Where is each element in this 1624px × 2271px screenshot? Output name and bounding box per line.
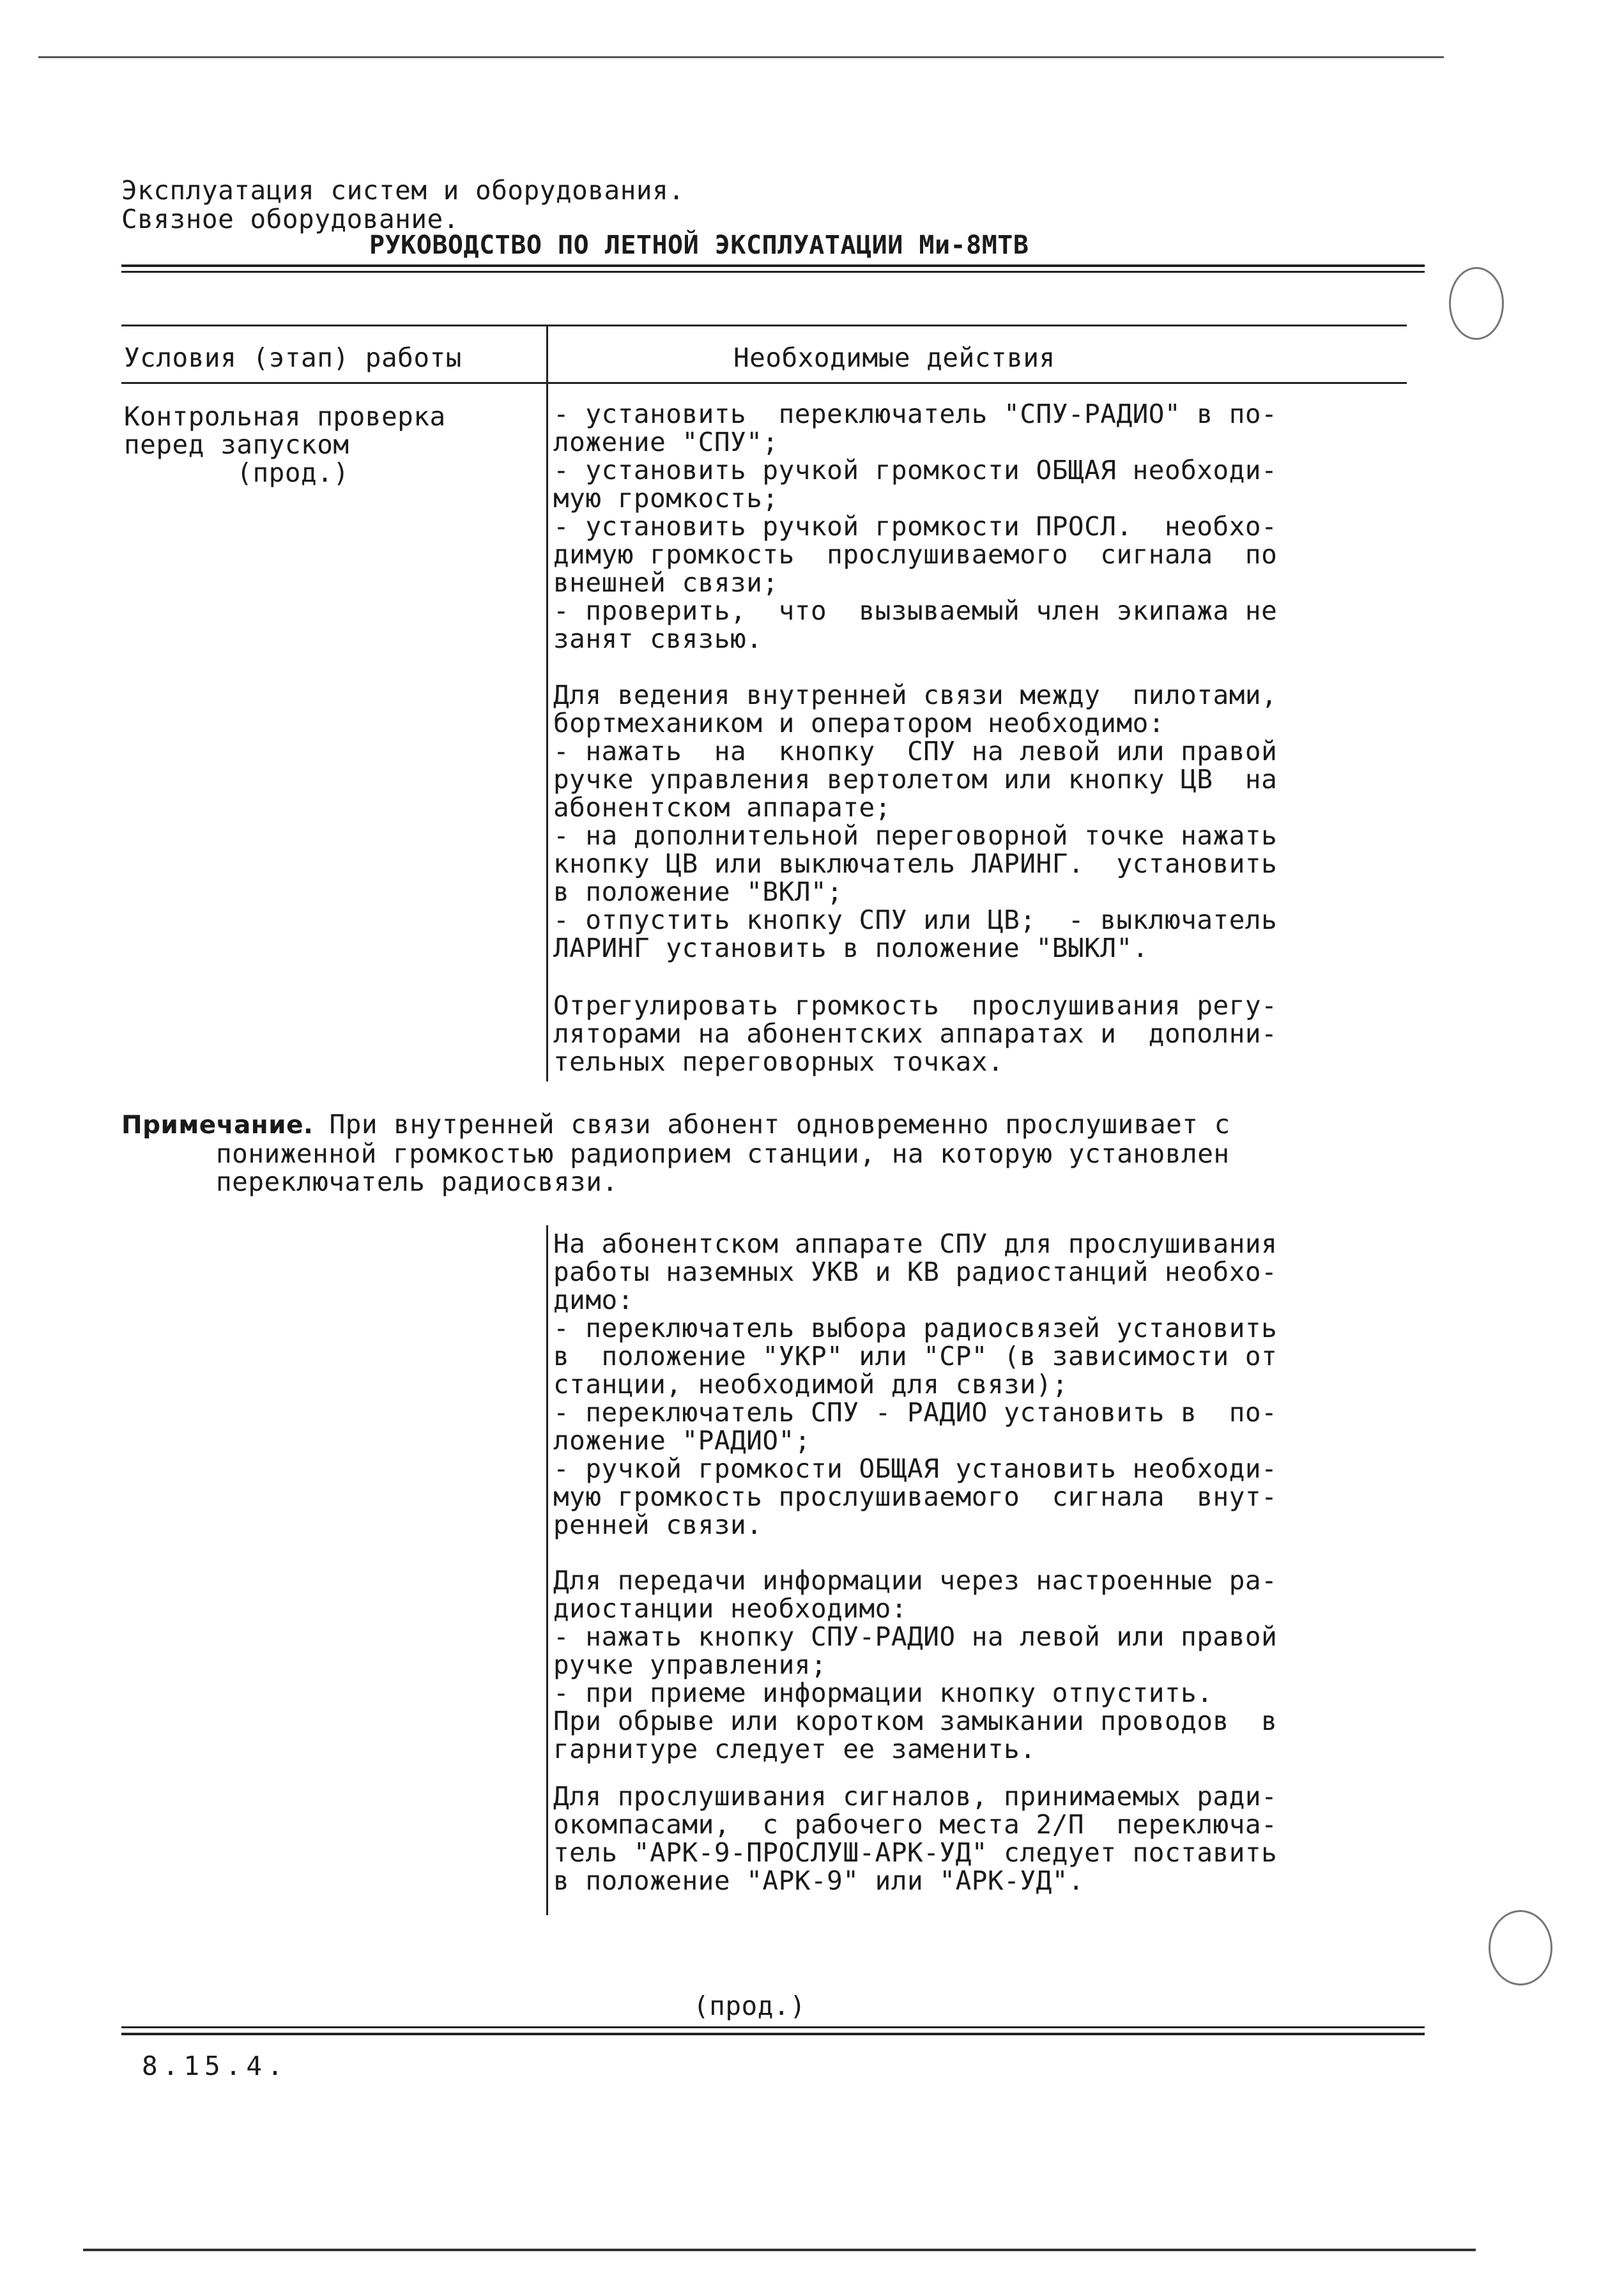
text-line: - проверить, что вызываемый член экипажа не (553, 595, 1278, 626)
text-line: - установить ручкой громкости ПРОСЛ. необхо- (553, 511, 1278, 542)
text-line: ренней связи. (553, 1510, 763, 1540)
note-line-3: переключатель радиосвязи. (216, 1166, 618, 1197)
condition-line-1: Контрольная проверка (124, 401, 446, 432)
scan-top-edge (38, 56, 1444, 58)
text-line: в положение "ВКЛ"; (553, 876, 843, 907)
text-line: - нажать на кнопку СПУ на левой или правой (553, 736, 1278, 767)
text-line: тель "АРК-9-ПРОСЛУШ-АРК-УД" следует поставить (553, 1837, 1278, 1868)
text-line: На абонентском аппарате СПУ для прослушивания (553, 1228, 1278, 1259)
text-line: тельных переговорных точках. (553, 1046, 1004, 1077)
text-line: ляторами на абонентских аппаратах и дополни- (553, 1018, 1278, 1049)
continued-label: (прод.) (693, 1991, 806, 2021)
column-header-conditions: Условия (этап) работы (124, 342, 462, 373)
table-column-divider (546, 325, 548, 1082)
header-line-2: Связное оборудование. (121, 204, 459, 234)
header-rule-bottom (121, 271, 1425, 273)
text-line: абонентском аппарате; (553, 792, 891, 823)
note-line-1 (121, 1110, 1230, 1140)
table-top-rule (121, 325, 1407, 326)
text-line: димую громкость прослушиваемого сигнала по (553, 539, 1278, 570)
text-line: ЛАРИНГ установить в положение "ВЫКЛ". (553, 933, 1149, 963)
text-line: Для прослушивания сигналов, принимаемых ради- (553, 1781, 1278, 1812)
footer-rule-bottom (121, 2033, 1425, 2035)
text-line: - при приеме информации кнопку отпустить. (553, 1678, 1213, 1708)
text-line: станции, необходимой для связи); (553, 1369, 1068, 1400)
actions2-block-2 (553, 1566, 1277, 1763)
table2-column-divider (546, 1225, 548, 1915)
header-line-1: Эксплуатация систем и оборудования. (121, 175, 685, 206)
header-rule-top (121, 264, 1425, 267)
text-line: Отрегулировать громкость прослушивания регу- (553, 990, 1278, 1021)
text-line: внешней связи; (553, 567, 779, 598)
note-line-2: пониженной громкостью радиоприем станции, на которую установлен (216, 1138, 1230, 1169)
footer-rule-top (121, 2026, 1425, 2028)
text-line: - установить переключатель "СПУ-РАДИО" в по- (553, 399, 1278, 429)
scan-bottom-edge (83, 2249, 1476, 2251)
actions-block-3 (553, 991, 1277, 1076)
text-line: кнопку ЦВ или выключатель ЛАРИНГ. установить (553, 848, 1278, 879)
text-line: - на дополнительной переговорной точке нажать (553, 820, 1278, 851)
actions2-block-3 (553, 1782, 1277, 1895)
actions-block-1 (553, 400, 1277, 653)
text-line: - установить ручкой громкости ОБЩАЯ необходи- (553, 455, 1278, 486)
note (121, 1110, 1230, 1196)
condition-line-3: (прод.) (124, 457, 349, 488)
text-line: окомпасами, с рабочего места 2/П переключа- (553, 1809, 1278, 1840)
text-line: ложение "РАДИО"; (553, 1425, 811, 1456)
text-line: занят связью. (553, 623, 763, 654)
actions-block-2 (553, 681, 1277, 962)
text-line: в положение "УКР" или "СР" (в зависимости от (553, 1341, 1278, 1372)
text-line: ручке управления вертолетом или кнопку ЦВ на (553, 764, 1278, 795)
text-line: в положение "АРК-9" или "АРК-УД". (553, 1865, 1085, 1896)
note-label: Примечание. (121, 1111, 314, 1140)
text-line: бортмехаником и оператором необходимо: (553, 708, 1165, 738)
punch-hole-bottom (1489, 1910, 1552, 1985)
text-line: работы наземных УКВ и КВ радиостанций необхо- (553, 1257, 1278, 1287)
column-header-actions: Необходимые действия (733, 342, 1055, 373)
note-text: При внутренней связи абонент одновременно прослушивает с (313, 1109, 1230, 1140)
text-line: ложение "СПУ"; (553, 427, 779, 457)
text-line: Для ведения внутренней связи между пилотами, (553, 680, 1278, 710)
text-line: мую громкость прослушиваемого сигнала внут- (553, 1481, 1278, 1512)
actions2-block-1 (553, 1230, 1277, 1539)
text-line: диостанции необходимо: (553, 1593, 908, 1624)
text-line: мую громкость; (553, 483, 779, 514)
text-line: - отпустить кнопку СПУ или ЦВ; - выключатель (553, 905, 1278, 935)
text-line: - переключатель выбора радиосвязей установить (553, 1313, 1278, 1343)
text-line: - ручкой громкости ОБЩАЯ установить необходи- (553, 1453, 1278, 1484)
text-line: ручке управления; (553, 1649, 827, 1680)
text-line: - нажать кнопку СПУ-РАДИО на левой или правой (553, 1621, 1278, 1652)
text-line: димо: (553, 1285, 634, 1315)
table-header-rule (121, 382, 1407, 384)
text-line: При обрыве или коротком замыкании проводов в (553, 1706, 1278, 1736)
punch-hole-top (1449, 267, 1504, 340)
text-line: - переключатель СПУ - РАДИО установить в по- (553, 1397, 1278, 1428)
page-title: РУКОВОДСТВО ПО ЛЕТНОЙ ЭКСПЛУАТАЦИИ Ми-8МТВ (369, 231, 1029, 260)
condition-line-2: перед запуском (124, 429, 349, 460)
page-number: 8.15.4. (142, 2051, 288, 2081)
text-line: гарнитуре следует ее заменить. (553, 1734, 1036, 1764)
text-line: Для передачи информации через настроенные ра- (553, 1565, 1278, 1596)
